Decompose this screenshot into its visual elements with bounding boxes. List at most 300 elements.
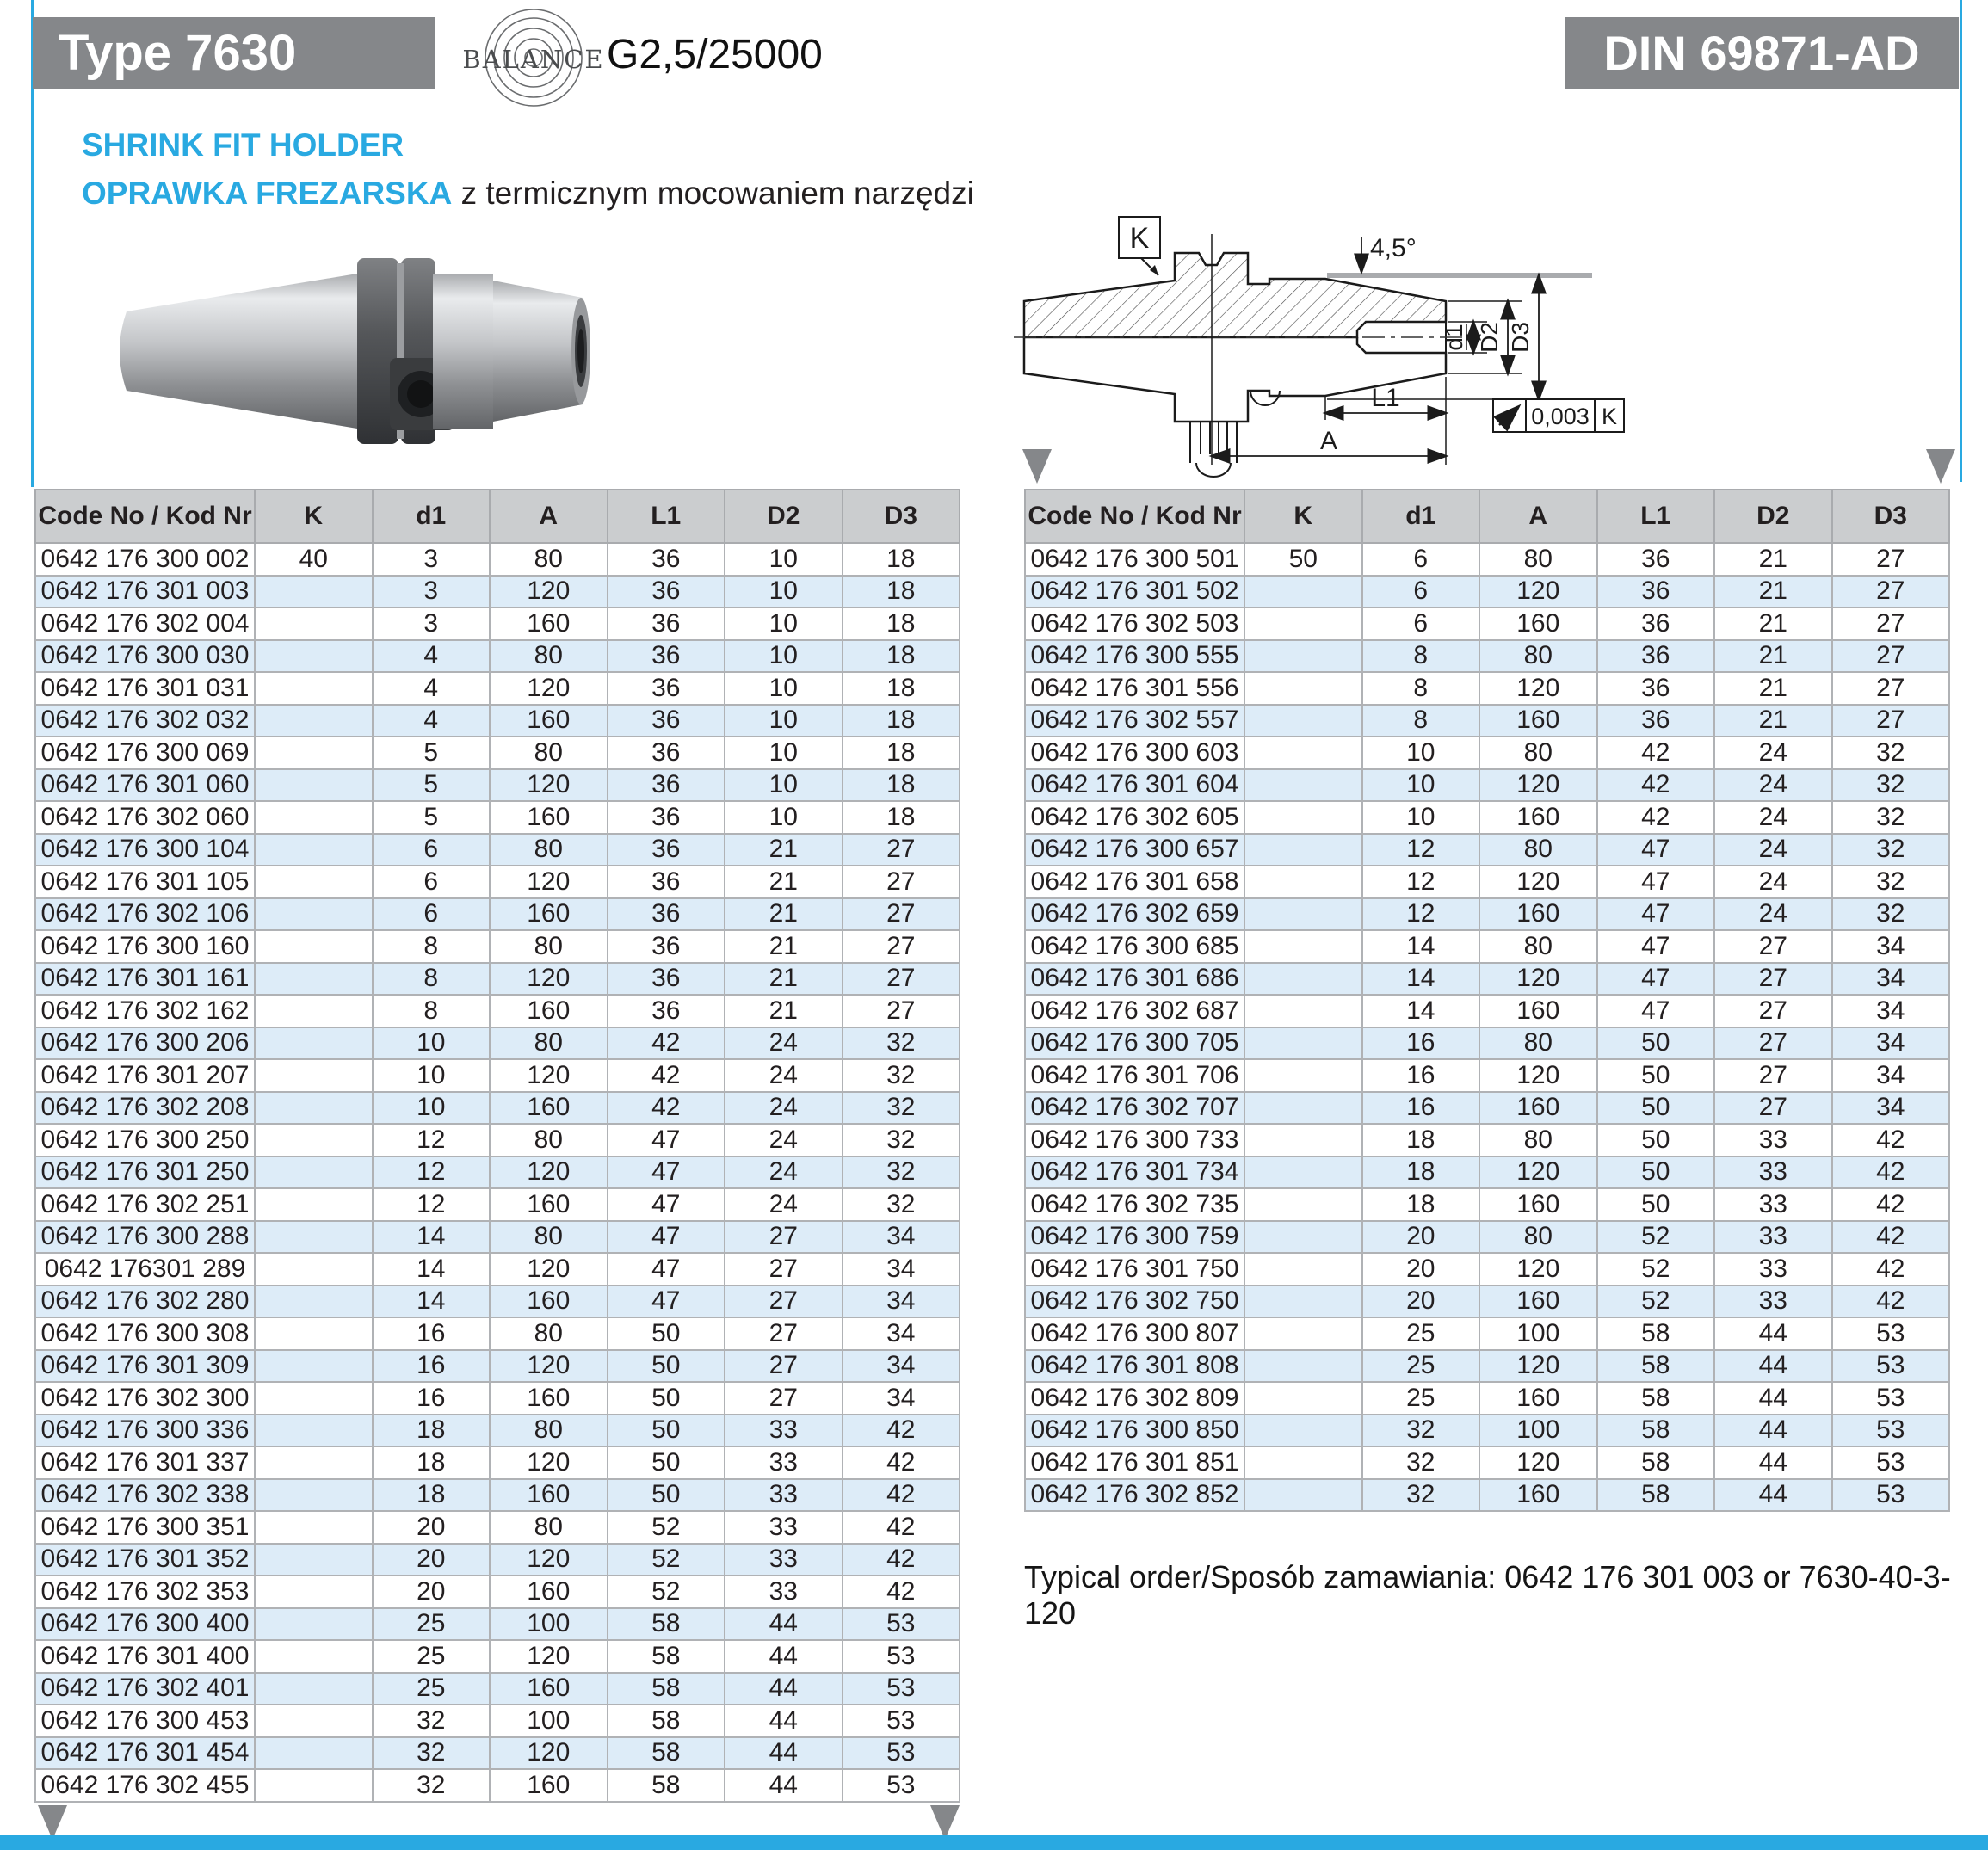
value-cell — [255, 1608, 373, 1641]
table-row — [1025, 672, 1949, 705]
code-cell: 0642 176 302 106 — [35, 898, 255, 931]
value-cell: 160 — [1479, 1188, 1597, 1221]
value-cell: 120 — [1479, 1446, 1597, 1479]
value-cell: 120 — [1479, 576, 1597, 608]
value-cell: 18 — [1362, 1156, 1480, 1189]
table-row — [1025, 1156, 1949, 1189]
value-cell: 44 — [1714, 1479, 1832, 1512]
value-cell: 53 — [843, 1640, 960, 1673]
table-row — [1025, 1188, 1949, 1221]
value-cell: 36 — [608, 866, 725, 898]
value-cell: 34 — [843, 1253, 960, 1286]
value-cell: 44 — [725, 1673, 843, 1705]
code-cell: 0642 176 301 851 — [1025, 1446, 1244, 1479]
value-cell: 32 — [1362, 1415, 1480, 1447]
value-cell — [1244, 737, 1362, 769]
value-cell: 16 — [1362, 1059, 1480, 1092]
value-cell: 80 — [490, 737, 608, 769]
value-cell: 40 — [255, 543, 373, 576]
value-cell: 3 — [373, 607, 491, 640]
value-cell: 21 — [725, 995, 843, 1027]
value-cell: 27 — [1832, 672, 1950, 705]
table-row — [35, 1608, 960, 1641]
value-cell: 120 — [490, 576, 608, 608]
table-row — [35, 769, 960, 802]
value-cell: 14 — [1362, 995, 1480, 1027]
value-cell: 25 — [373, 1640, 491, 1673]
code-cell: 0642 176 300 850 — [1025, 1415, 1244, 1447]
value-cell: 80 — [1479, 834, 1597, 866]
value-cell: 58 — [608, 1737, 725, 1770]
column-header: L1 — [608, 490, 725, 543]
a-dim-label: A — [1319, 427, 1338, 455]
value-cell: 32 — [1832, 801, 1950, 834]
value-cell: 42 — [1597, 737, 1715, 769]
value-cell — [255, 1415, 373, 1447]
value-cell: 36 — [608, 801, 725, 834]
value-cell — [1244, 801, 1362, 834]
code-cell: 0642 176 300 288 — [35, 1221, 255, 1254]
table-row — [35, 576, 960, 608]
table-row — [35, 705, 960, 737]
value-cell: 160 — [1479, 705, 1597, 737]
table-row — [1025, 898, 1949, 931]
code-cell: 0642 176 302 455 — [35, 1769, 255, 1802]
value-cell: 160 — [490, 898, 608, 931]
value-cell: 36 — [1597, 543, 1715, 576]
value-cell: 80 — [490, 1221, 608, 1254]
value-cell — [1244, 1286, 1362, 1318]
value-cell: 80 — [1479, 1221, 1597, 1254]
code-cell: 0642 176 300 759 — [1025, 1221, 1244, 1254]
value-cell: 160 — [1479, 1479, 1597, 1512]
value-cell: 33 — [1714, 1156, 1832, 1189]
value-cell: 44 — [725, 1640, 843, 1673]
value-cell: 18 — [1362, 1124, 1480, 1156]
table-row — [1025, 1124, 1949, 1156]
code-cell: 0642 176 300 733 — [1025, 1124, 1244, 1156]
value-cell — [255, 1317, 373, 1350]
value-cell: 10 — [725, 737, 843, 769]
code-cell: 0642 176 301 454 — [35, 1737, 255, 1770]
value-cell: 44 — [1714, 1317, 1832, 1350]
value-cell: 42 — [843, 1576, 960, 1608]
code-cell: 0642 176 301 003 — [35, 576, 255, 608]
value-cell: 24 — [725, 1092, 843, 1125]
value-cell: 160 — [490, 995, 608, 1027]
value-cell: 52 — [1597, 1286, 1715, 1318]
table-row — [1025, 834, 1949, 866]
value-cell: 21 — [1714, 672, 1832, 705]
value-cell: 27 — [843, 995, 960, 1027]
value-cell: 34 — [843, 1221, 960, 1254]
code-cell: 0642 176 300 030 — [35, 640, 255, 673]
value-cell: 36 — [608, 898, 725, 931]
value-cell: 160 — [490, 607, 608, 640]
value-cell: 32 — [1832, 737, 1950, 769]
product-title-pl — [82, 176, 974, 212]
value-cell: 21 — [1714, 543, 1832, 576]
value-cell: 120 — [490, 1446, 608, 1479]
value-cell: 16 — [373, 1317, 491, 1350]
value-cell: 47 — [608, 1156, 725, 1189]
table-row — [35, 1092, 960, 1125]
value-cell: 80 — [490, 543, 608, 576]
value-cell: 47 — [1597, 898, 1715, 931]
value-cell: 53 — [1832, 1350, 1950, 1383]
tolerance-datum: K — [1601, 404, 1618, 429]
value-cell: 21 — [1714, 705, 1832, 737]
value-cell: 32 — [843, 1188, 960, 1221]
value-cell — [1244, 1188, 1362, 1221]
value-cell — [1244, 769, 1362, 802]
value-cell: 27 — [1714, 1027, 1832, 1060]
value-cell: 58 — [608, 1769, 725, 1802]
column-header: D3 — [1832, 490, 1950, 543]
table-row — [1025, 1446, 1949, 1479]
value-cell: 18 — [843, 543, 960, 576]
table-row — [1025, 576, 1949, 608]
value-cell: 44 — [725, 1705, 843, 1737]
bottom-accent-bar — [0, 1835, 1988, 1850]
technical-drawing — [990, 200, 1962, 484]
value-cell: 25 — [1362, 1317, 1480, 1350]
value-cell: 160 — [1479, 1286, 1597, 1318]
balance-grade: G2,5/25000 — [607, 32, 823, 77]
code-cell: 0642 176 301 502 — [1025, 576, 1244, 608]
code-cell: 0642 176 302 735 — [1025, 1188, 1244, 1221]
code-cell: 0642 176 302 353 — [35, 1576, 255, 1608]
value-cell: 120 — [1479, 1253, 1597, 1286]
value-cell: 120 — [490, 866, 608, 898]
code-cell: 0642 176 300 351 — [35, 1511, 255, 1544]
value-cell: 52 — [608, 1544, 725, 1576]
value-cell: 42 — [608, 1059, 725, 1092]
value-cell: 18 — [843, 769, 960, 802]
code-cell: 0642 176 302 060 — [35, 801, 255, 834]
value-cell: 32 — [1362, 1446, 1480, 1479]
code-cell: 0642 176 300 400 — [35, 1608, 255, 1641]
code-cell: 0642 176 302 605 — [1025, 801, 1244, 834]
value-cell: 36 — [608, 672, 725, 705]
value-cell: 53 — [1832, 1317, 1950, 1350]
value-cell: 34 — [1832, 1059, 1950, 1092]
value-cell — [255, 576, 373, 608]
code-cell: 0642 176 301 309 — [35, 1350, 255, 1383]
value-cell: 160 — [490, 1479, 608, 1512]
code-cell: 0642 176 300 308 — [35, 1317, 255, 1350]
table-row — [1025, 543, 1949, 576]
value-cell: 8 — [1362, 672, 1480, 705]
balance-wordmark: BALANCE — [462, 45, 605, 74]
value-cell: 24 — [725, 1059, 843, 1092]
drive-slot-detail — [1190, 391, 1280, 477]
value-cell — [1244, 1027, 1362, 1060]
value-cell: 6 — [1362, 543, 1480, 576]
value-cell: 21 — [725, 930, 843, 963]
value-cell: 100 — [1479, 1317, 1597, 1350]
value-cell: 27 — [1832, 607, 1950, 640]
value-cell: 36 — [608, 543, 725, 576]
table-row — [1025, 1286, 1949, 1318]
value-cell: 53 — [1832, 1479, 1950, 1512]
d1-dim-label: d1 — [1441, 324, 1467, 351]
value-cell: 32 — [843, 1124, 960, 1156]
value-cell: 10 — [373, 1027, 491, 1060]
code-cell: 0642 176 300 206 — [35, 1027, 255, 1060]
table-header-row — [1025, 490, 1949, 543]
value-cell: 53 — [843, 1673, 960, 1705]
code-cell: 0642 176 300 807 — [1025, 1317, 1244, 1350]
table-continuation-marker — [1926, 449, 1955, 484]
code-cell: 0642 176 302 707 — [1025, 1092, 1244, 1125]
table-row — [1025, 1479, 1949, 1512]
value-cell: 36 — [608, 995, 725, 1027]
value-cell: 53 — [1832, 1382, 1950, 1415]
balance-logo — [448, 9, 620, 112]
value-cell: 34 — [1832, 995, 1950, 1027]
code-cell: 0642 176 301 207 — [35, 1059, 255, 1092]
value-cell: 33 — [1714, 1124, 1832, 1156]
table-row — [1025, 963, 1949, 996]
value-cell: 27 — [725, 1382, 843, 1415]
value-cell: 50 — [608, 1446, 725, 1479]
value-cell: 34 — [843, 1382, 960, 1415]
value-cell: 80 — [490, 1317, 608, 1350]
value-cell — [255, 1673, 373, 1705]
value-cell: 21 — [725, 866, 843, 898]
tolerance-value: 0,003 — [1531, 404, 1590, 429]
table-row — [1025, 1350, 1949, 1383]
table-row — [35, 1027, 960, 1060]
value-cell: 120 — [490, 1253, 608, 1286]
value-cell: 24 — [725, 1124, 843, 1156]
value-cell — [255, 1544, 373, 1576]
value-cell — [1244, 930, 1362, 963]
value-cell: 36 — [608, 834, 725, 866]
value-cell: 27 — [843, 963, 960, 996]
value-cell — [255, 705, 373, 737]
value-cell: 50 — [608, 1479, 725, 1512]
table-row — [35, 963, 960, 996]
value-cell: 50 — [608, 1382, 725, 1415]
value-cell: 10 — [1362, 801, 1480, 834]
value-cell: 4 — [373, 705, 491, 737]
value-cell: 42 — [843, 1511, 960, 1544]
code-cell: 0642 176 302 162 — [35, 995, 255, 1027]
value-cell: 50 — [1597, 1124, 1715, 1156]
value-cell: 50 — [608, 1415, 725, 1447]
value-cell: 47 — [1597, 930, 1715, 963]
value-cell: 160 — [490, 1673, 608, 1705]
value-cell: 47 — [1597, 866, 1715, 898]
value-cell: 36 — [608, 640, 725, 673]
value-cell: 120 — [1479, 1059, 1597, 1092]
value-cell: 120 — [490, 1156, 608, 1189]
value-cell: 42 — [843, 1446, 960, 1479]
value-cell: 24 — [725, 1156, 843, 1189]
value-cell: 10 — [725, 607, 843, 640]
table-row — [35, 1479, 960, 1512]
value-cell: 160 — [1479, 1382, 1597, 1415]
value-cell: 20 — [1362, 1221, 1480, 1254]
value-cell: 8 — [373, 963, 491, 996]
value-cell: 58 — [608, 1705, 725, 1737]
type-label: Type 7630 — [59, 25, 297, 81]
value-cell: 16 — [1362, 1092, 1480, 1125]
l1-dim-label: L1 — [1371, 384, 1400, 412]
value-cell: 36 — [1597, 640, 1715, 673]
value-cell — [1244, 1382, 1362, 1415]
value-cell: 36 — [1597, 705, 1715, 737]
table-row — [35, 1253, 960, 1286]
value-cell: 24 — [1714, 866, 1832, 898]
code-cell: 0642 176 300 657 — [1025, 834, 1244, 866]
table-row — [35, 1188, 960, 1221]
value-cell — [1244, 640, 1362, 673]
table-row — [35, 1317, 960, 1350]
value-cell: 47 — [608, 1124, 725, 1156]
code-cell: 0642 176 302 557 — [1025, 705, 1244, 737]
value-cell — [1244, 607, 1362, 640]
value-cell: 58 — [608, 1608, 725, 1641]
value-cell: 120 — [490, 1640, 608, 1673]
table-row — [35, 866, 960, 898]
value-cell: 5 — [373, 769, 491, 802]
code-cell: 0642 176 300 685 — [1025, 930, 1244, 963]
value-cell: 33 — [725, 1479, 843, 1512]
value-cell: 80 — [490, 1511, 608, 1544]
code-cell: 0642 176 302 338 — [35, 1479, 255, 1512]
code-cell: 0642 176 301 352 — [35, 1544, 255, 1576]
value-cell: 42 — [1832, 1221, 1950, 1254]
value-cell: 36 — [1597, 672, 1715, 705]
value-cell — [255, 1156, 373, 1189]
value-cell: 27 — [1714, 963, 1832, 996]
table-header-row — [35, 490, 960, 543]
value-cell: 42 — [1832, 1286, 1950, 1318]
value-cell: 10 — [725, 672, 843, 705]
column-header: D3 — [843, 490, 960, 543]
value-cell: 80 — [1479, 543, 1597, 576]
value-cell: 20 — [373, 1576, 491, 1608]
value-cell: 58 — [608, 1673, 725, 1705]
value-cell: 160 — [490, 1286, 608, 1318]
value-cell: 53 — [843, 1737, 960, 1770]
value-cell: 20 — [373, 1511, 491, 1544]
value-cell: 18 — [843, 672, 960, 705]
value-cell: 58 — [1597, 1317, 1715, 1350]
value-cell: 32 — [373, 1737, 491, 1770]
typical-order-note: Typical order/Sposób zamawiania: 0642 176 301 003 or 7630-40-3-120 — [1024, 1559, 1951, 1631]
value-cell — [1244, 1446, 1362, 1479]
value-cell: 5 — [373, 801, 491, 834]
code-cell: 0642 176 301 250 — [35, 1156, 255, 1189]
value-cell: 100 — [490, 1705, 608, 1737]
value-cell — [255, 1286, 373, 1318]
value-cell: 25 — [1362, 1382, 1480, 1415]
value-cell — [255, 801, 373, 834]
value-cell: 6 — [373, 834, 491, 866]
value-cell: 58 — [608, 1640, 725, 1673]
value-cell: 42 — [608, 1027, 725, 1060]
value-cell: 50 — [608, 1350, 725, 1383]
code-cell: 0642 176 302 503 — [1025, 607, 1244, 640]
code-cell: 0642 176 301 400 — [35, 1640, 255, 1673]
value-cell — [1244, 1124, 1362, 1156]
code-cell: 0642 176 302 300 — [35, 1382, 255, 1415]
table-row — [35, 1415, 960, 1447]
code-cell: 0642 176 300 705 — [1025, 1027, 1244, 1060]
value-cell: 8 — [1362, 705, 1480, 737]
value-cell: 25 — [373, 1608, 491, 1641]
code-cell: 0642 176 301 808 — [1025, 1350, 1244, 1383]
value-cell: 27 — [1832, 640, 1950, 673]
code-cell: 0642 176 302 032 — [35, 705, 255, 737]
value-cell: 18 — [843, 801, 960, 834]
value-cell: 12 — [373, 1124, 491, 1156]
value-cell: 47 — [1597, 963, 1715, 996]
table-row — [35, 898, 960, 931]
table-row — [35, 801, 960, 834]
value-cell: 27 — [1832, 576, 1950, 608]
code-cell: 0642 176 300 250 — [35, 1124, 255, 1156]
code-cell: 0642 176 301 161 — [35, 963, 255, 996]
value-cell: 44 — [725, 1737, 843, 1770]
value-cell: 24 — [1714, 769, 1832, 802]
value-cell: 32 — [373, 1705, 491, 1737]
value-cell: 160 — [1479, 995, 1597, 1027]
value-cell: 32 — [843, 1059, 960, 1092]
value-cell — [1244, 1317, 1362, 1350]
product-title-en: SHRINK FIT HOLDER — [82, 127, 404, 163]
value-cell: 160 — [490, 1382, 608, 1415]
value-cell: 120 — [1479, 866, 1597, 898]
value-cell: 53 — [843, 1705, 960, 1737]
code-cell: 0642 176 302 280 — [35, 1286, 255, 1318]
value-cell: 10 — [373, 1092, 491, 1125]
value-cell: 16 — [1362, 1027, 1480, 1060]
value-cell: 36 — [608, 930, 725, 963]
value-cell — [255, 995, 373, 1027]
spec-table-k50 — [1024, 489, 1950, 1512]
value-cell — [1244, 576, 1362, 608]
value-cell: 27 — [725, 1286, 843, 1318]
value-cell: 58 — [1597, 1350, 1715, 1383]
value-cell: 34 — [1832, 963, 1950, 996]
value-cell: 80 — [490, 1027, 608, 1060]
value-cell — [255, 930, 373, 963]
value-cell: 52 — [1597, 1221, 1715, 1254]
angle-label: 4,5° — [1370, 234, 1417, 262]
spec-table-k40 — [34, 489, 960, 1803]
value-cell: 14 — [373, 1221, 491, 1254]
table-row — [35, 995, 960, 1027]
code-cell: 0642 176 300 069 — [35, 737, 255, 769]
value-cell: 36 — [608, 705, 725, 737]
value-cell: 36 — [608, 607, 725, 640]
table-row — [35, 1769, 960, 1802]
value-cell: 6 — [1362, 576, 1480, 608]
value-cell — [1244, 1253, 1362, 1286]
value-cell: 18 — [373, 1446, 491, 1479]
value-cell: 42 — [843, 1415, 960, 1447]
value-cell — [255, 1769, 373, 1802]
column-header: d1 — [1362, 490, 1480, 543]
value-cell: 33 — [1714, 1253, 1832, 1286]
code-cell: 0642 176 300 501 — [1025, 543, 1244, 576]
code-cell: 0642 176 300 336 — [35, 1415, 255, 1447]
